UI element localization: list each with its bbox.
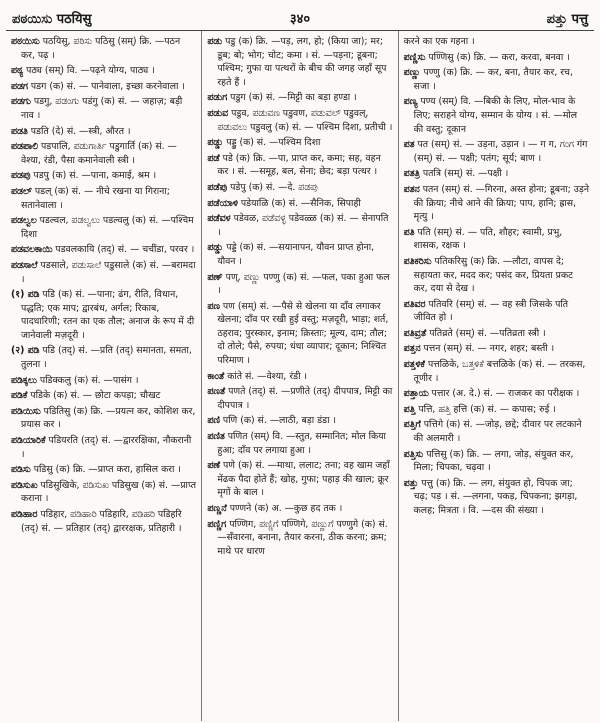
entry-definition: पठ्य (सम्) वि. —पढ़ने योग्य, पाठ्य । xyxy=(26,65,155,77)
entry-headword: ಪಠ್ಯ xyxy=(11,65,24,77)
dictionary-entry xyxy=(11,344,196,371)
entry-definition: पणे (क) सं. —माथा, ललाट; तना; वह खाम जहाँ मेंढक पैदा होते हैं; खोह, गुफा; पहाड़ की खाल; क्रूर मृगों के बाल । xyxy=(217,460,390,499)
entry-headword: ಪಡಲ್ವಲ xyxy=(11,215,37,227)
entry-definition: पत (सम्) सं. — उड़ना, उड़ान । — ग ग, ಗಂಗ गंग (सम्) सं. — पक्षी; पतंग; सूर्य; बाण । xyxy=(413,139,588,164)
entry-headword: ಪತ್ತಿ xyxy=(403,403,416,415)
dictionary-entry xyxy=(404,342,589,356)
entry-definition: पण्णु (क) क्रि. — कर, बना, तैयार कर, रच, सजा । xyxy=(413,67,573,92)
entry-definition: पडेपु (क) सं. —दे. ಪಡಪು xyxy=(230,181,318,193)
entry-definition: पतत्रि (सम्) सं. —पक्षी । xyxy=(422,168,509,180)
dictionary-entry xyxy=(11,95,196,122)
entry-headword: ಪಡತಿ xyxy=(11,125,28,137)
entry-definition: पडपु (क) सं. —पाना, कमाई, श्रम । xyxy=(33,170,157,182)
entry-headword: ಪಡಿಹಾರ xyxy=(11,509,38,520)
entry-headword: ಪಡೆ xyxy=(207,152,220,164)
dictionary-entry xyxy=(207,181,392,195)
entry-headword: ಪಣಿತ xyxy=(207,431,225,443)
dictionary-entry xyxy=(11,389,196,403)
dictionary-entry xyxy=(404,226,589,253)
entry-headword: ಪತ xyxy=(403,139,415,151)
entry-definition: पडति (दे) सं. —स्त्री, औरत । xyxy=(30,125,131,137)
entry-headword: ಪಡೆಯಾಳಿ xyxy=(207,197,238,209)
entry-definition: पत्ति, ಹತ್ತಿ हत्ति (क) सं. — कपास; रुई । xyxy=(418,403,556,415)
entry-headword: ಪಡಿಸುಖ xyxy=(11,479,38,491)
entry-headword: ಪತ್ತಾಯ xyxy=(403,388,429,400)
entry-definition: पण्य (सम्) वि. —बिकी के लिए, मोल-भाव के लिए; सराहने योग्य, सम्मान के योग्य । सं. —मोल की वस्तु; दूकान xyxy=(413,96,578,135)
entry-headword: ಪತಿವರ xyxy=(403,298,426,310)
dictionary-entry xyxy=(207,271,392,298)
entry-headword: ಪಡ್ಡು xyxy=(207,137,224,149)
entry-headword: ಪಡಲ್ xyxy=(11,185,32,197)
dictionary-entry xyxy=(11,80,196,94)
entry-definition: पडवलकायि (तद्) सं. — चचींडा, परवर । xyxy=(55,244,195,256)
entry-definition: पडितिसु (क) क्रि. —प्रयत्न कर, कोशिश कर, प्रयास कर । xyxy=(21,405,196,431)
entry-definition: करने का एक गहना । xyxy=(403,36,475,47)
columns xyxy=(6,31,594,721)
entry-definition: पणित (सम्) वि. —स्तुत, सम्मानित; मोल किया हुआ; दाँव पर लगाया हुआ । xyxy=(217,431,386,456)
dictionary-entry xyxy=(404,51,589,65)
dictionary-entry xyxy=(11,214,196,241)
entry-headword: ಪಡಗು xyxy=(11,96,31,108)
entry-headword: ಪಣ್ಣಿಗ xyxy=(207,518,227,530)
entry-headword: ಪಡಿಕ್ಕಲು xyxy=(11,374,37,386)
dictionary-entry xyxy=(404,477,589,518)
entry-headword: ಪಣ xyxy=(207,300,220,312)
dictionary-entry xyxy=(404,95,589,136)
entry-definition: पडिहार, ಪಡಿಹಾರಿ पडिहारि, ಪಡಿಹರಿ पडिहरि (तद्) सं. — प्रतिहार (तद्) द्वाररक्षक, प्रतिहारी । xyxy=(21,509,182,534)
entry-headword: ಪತತ್ರಿ xyxy=(403,168,420,180)
entry-headword: ಪಣತೆ xyxy=(207,386,226,398)
dictionary-entry xyxy=(207,91,392,105)
entry-headword: (१) ಪಡಿ xyxy=(11,289,40,301)
entry-headword: ಪತಿವ್ರತೆ xyxy=(403,327,427,339)
dictionary-entry xyxy=(207,459,392,500)
dictionary-entry xyxy=(404,138,589,165)
entry-headword: ಪಣ್ಣನೆ xyxy=(207,503,227,514)
dictionary-entry xyxy=(207,107,392,134)
dictionary-entry xyxy=(404,387,589,401)
entry-definition: पण्णिग, ಪಣ್ಣಿಗೆ पण्णिगे, ಪಣ್ಣುಗೆ पण्णुगे (क) सं. —सँवारना, बनाना, तैयार करना, ठीक करना; क्रम; माथे पर धारण xyxy=(217,518,388,557)
entry-definition: पठयिसु, ಪಠಿಸು पठिसु (सम्) क्रि. —पठन कर, पढ़ । xyxy=(21,36,181,61)
entry-headword: ಪತ್ತನ xyxy=(403,343,421,355)
dictionary-entry xyxy=(11,140,196,167)
dictionary-entry xyxy=(11,374,196,388)
dictionary-entry xyxy=(11,508,196,535)
entry-definition: पडेयाळि (क) सं. —सैनिक, सिपाही xyxy=(240,197,361,209)
entry-definition: पण (सम्) सं. —पैसे से खेलना या दाँव लगाकर खेलना; दाँव पर रखी हुई वस्तु; मज़दूरी, भाड़ा; शर्त, ठहराव; पुरस्कार, इनाम; क़िस्ताः; मूल्य, दाम; तौल; दो तोले; पैसे, रुपया; धंधा व्यापार; दूकान; निश्चित परिमाण । xyxy=(217,300,389,367)
dictionary-entry xyxy=(11,185,196,212)
entry-headword: ಪಡಿಸು xyxy=(11,464,31,476)
entry-definition: पडसाले, ಪಡುಸಾಲೆ पडुसाले (क) सं. —बरामदा । xyxy=(21,259,196,285)
dictionary-entry xyxy=(207,212,392,239)
dictionary-entry xyxy=(11,463,196,477)
entry-headword: ಪತ್ತಿಗೆ xyxy=(403,419,421,431)
entry-definition: पडपालि, ಪಡುಗಾರ್ತಿ पडुगार्ति (क) सं. —वेश्या, रंडी, पैसा कमानेवाली स्त्री । xyxy=(21,141,177,166)
entry-definition: पत्तळिके, ಬತ್ತಳಿಕೆ बत्तळिके (क) सं. — तरकस, तूणीर । xyxy=(413,359,586,384)
entry-headword: ಪಠಯಿಸು xyxy=(11,36,40,47)
dictionary-entry xyxy=(11,434,196,461)
dictionary-entry xyxy=(404,35,589,49)
dictionary-entry xyxy=(404,327,589,341)
entry-headword: ಪತ್ತು xyxy=(403,477,419,489)
entry-definition: पडु (क) क्रि. —पड़, लग, हो; (किया जा); मर; डूब; बो; भोग; चोट; कमा । सं. —पड़ना; डूबना; पश्चिम; गुफा या पत्थरों के बीच की जगह जहाँ सूप रहते हैं । xyxy=(217,36,387,88)
entry-definition: पत्तिसु (क) क्रि. — लगा, जोड़, संयुक्त कर, मिला; चिपका, चढ़वा । xyxy=(413,448,574,474)
entry-headword: ಪಣ್ಣು xyxy=(403,67,421,79)
entry-definition: पडुव, ಪಡುವಣ पडुवण, ಪಡುವಲ್ पडुवल्, ಪಡುವಲು पडुवलु (क) सं. — पश्चिम दिशा, प्रतीची । xyxy=(217,107,393,133)
entry-headword: ಕಾಂತೆ xyxy=(207,370,225,382)
dictionary-entry xyxy=(207,241,392,268)
entry-definition: कांते सं. —वेश्या, रंडी । xyxy=(227,370,307,382)
entry-headword: ಪಣೆ xyxy=(207,460,221,472)
entry-headword: (२) ಪಡಿ xyxy=(11,345,40,357)
dictionary-entry xyxy=(207,300,392,368)
dictionary-entry xyxy=(207,430,392,457)
entry-headword: ಪಡುಗ xyxy=(207,92,228,104)
entry-definition: पडग (क) सं. — पानेवाला, इच्छा करनेवाला । xyxy=(30,80,185,92)
dictionary-entry xyxy=(11,288,196,342)
dictionary-entry xyxy=(11,243,196,257)
entry-headword: ಪತ್ತಳಿಕೆ xyxy=(403,359,425,371)
entry-headword: ಪತ್ತಿಸು xyxy=(403,448,424,460)
right-guide-word: ಪತ್ತು पत्तु xyxy=(546,12,588,27)
page-header xyxy=(6,6,594,31)
entry-definition: पति (सम्) सं. — पति, शौहर; स्वामी, प्रभु, शासक, रक्षक । xyxy=(413,226,563,252)
entry-definition: पडे (क) क्रि. —पा, प्राप्त कर, कमा; सह, वहन कर । सं. —समूह, बल, सेना; छेद; बड़ा पत्थर । xyxy=(217,152,381,178)
entry-definition: पडुग (क) सं. —मिट्टी का बड़ा हण्डा । xyxy=(230,92,357,104)
entry-headword: ಪಡಿಯಿಸು xyxy=(11,405,41,417)
column-3 xyxy=(398,31,594,721)
dictionary-entry xyxy=(207,152,392,179)
entry-headword: ಪಣ್ಯ xyxy=(403,96,418,108)
entry-headword: ಪಡಪು xyxy=(11,170,31,182)
dictionary-entry xyxy=(404,403,589,417)
entry-headword: ಪಡ್ಡು xyxy=(207,242,224,254)
left-guide-word: ಪಠಯಿಸು पठयिसु xyxy=(12,12,92,27)
column-2 xyxy=(201,31,397,721)
dictionary-entry xyxy=(207,197,392,211)
entry-headword: ಪಡಿಯಾರಿಕೆ xyxy=(11,435,46,447)
dictionary-entry xyxy=(11,64,196,78)
entry-definition: पडिसु (क) क्रि. —प्राप्त करा, हासिल करा । xyxy=(33,464,181,476)
dictionary-entry xyxy=(11,35,196,62)
dictionary-entry xyxy=(404,183,589,224)
entry-definition: पडेवळ, ಪಡೆವಳ್ಳ पडेवळ्ळ (क) सं. — सेनापति । xyxy=(217,213,389,238)
dictionary-entry xyxy=(11,169,196,183)
entry-headword: ಪತನ xyxy=(403,183,420,195)
dictionary-entry xyxy=(207,414,392,428)
dictionary-entry xyxy=(207,35,392,89)
dictionary-entry xyxy=(11,125,196,139)
entry-headword: ಪತಿಕರಿಸು xyxy=(403,255,432,267)
entry-definition: पड्डु (क) सं. —पश्चिम दिशा xyxy=(226,137,321,149)
entry-definition: पडिक्कलु (क) सं. —पासंग । xyxy=(39,374,139,386)
dictionary-entry xyxy=(404,66,589,93)
dictionary-entry xyxy=(404,358,589,385)
entry-definition: पतिवरि (सम्) सं. — वह स्त्री जिसके पति जीवित हो । xyxy=(413,298,569,324)
dictionary-entry xyxy=(207,370,392,384)
dictionary-entry xyxy=(207,518,392,559)
entry-headword: ಪಣಿ xyxy=(207,415,220,427)
entry-headword: ಪಡಪಾಲಿ xyxy=(11,141,39,153)
entry-headword: ಪಣ್ಣಿಸು xyxy=(403,51,426,63)
entry-definition: पत्तार (अ. दे.) सं. — राजकर का परीक्षक । xyxy=(431,388,580,400)
entry-definition: पतिकरिसु (क) क्रि. —लौटा, वापस दे; सहायता कर, मदद कर; पसंद कर, प्रियता प्रकट कर, दया से देख । xyxy=(413,255,573,295)
entry-definition: पडल् (क) सं. — नीचे रखना या गिराना; सतानेवाला । xyxy=(21,185,170,211)
entry-headword: ಪಡಸಾಲೆ xyxy=(11,259,38,271)
entry-definition: पणते (तद्) सं. —प्रणीते (तद्) दीपपात्र, मिट्टी का दीपपात्र । xyxy=(217,386,393,411)
entry-definition: पत्तु (क) क्रि. — लग, संयुक्त हो, चिपक जा; चढ़; पड़ । सं. —लगना, पकड़, चिपकना; झगड़ा, कलह; मित्रता । वि. —दस की संख्या । xyxy=(413,477,578,516)
dictionary-entry xyxy=(11,479,196,506)
entry-headword: ಪಡೆವಳ xyxy=(207,213,231,225)
entry-definition: पडियरति (तद्) सं. —द्वाररक्षिका, नौकरानी । xyxy=(21,435,192,460)
dictionary-entry xyxy=(404,167,589,181)
entry-definition: पडि (तद्) सं. —प्रति (तद्) समानता, समता, तुलना । xyxy=(21,345,192,371)
entry-definition: पडल्वल, ಪಡಲ್ವಲು पडल्वलु (क) सं. —पश्चिम दिशा xyxy=(21,215,194,240)
entry-headword: ಪಡೆಪು xyxy=(207,181,228,193)
entry-definition: पडिसुखिके, ಪಡಿಸುಖ पडिसुख (क) सं. —प्राप्त कराना । xyxy=(21,479,197,505)
entry-headword: ಪಡಗ xyxy=(11,80,28,92)
dictionary-entry xyxy=(207,385,392,412)
entry-headword: ಪಣ್ xyxy=(207,271,223,283)
entry-headword: ಪಡು xyxy=(207,36,223,47)
entry-headword: ಪಡವಲಕಾಯಿ xyxy=(11,244,53,256)
entry-definition: पण्णने (क) अ. —कुछ हद तक । xyxy=(229,503,343,514)
dictionary-entry xyxy=(11,259,196,286)
entry-headword: ಪಡಿಕೆ xyxy=(11,390,28,402)
entry-definition: पडि (क) सं. —पाना; ढंग, रीति, विधान, पद्धति; एक माप; द्वारबंध, अर्गल; रिकाब, पादधारिणी; रतन का एक तौल; अनाज के रूप में दी जानेवाली मज़दूरी । xyxy=(21,289,195,341)
dictionary-entry xyxy=(207,136,392,150)
entry-definition: पत्तिगे (क) सं. —जोड़, छद्दे; दीवार पर लटकाने की अलमारी । xyxy=(413,419,582,445)
entry-definition: पतिव्रते (सम्) सं. —पतिव्रता स्त्री । xyxy=(429,327,546,339)
entry-definition: पण्, ಪಣ್ಣು पण्णु (क) सं. —फल, पका हुआ फल । xyxy=(217,271,390,297)
dictionary-entry xyxy=(207,502,392,516)
entry-definition: पड्डे (क) सं. —सयानापन, यौवन प्राप्त होना, यौवन । xyxy=(217,242,375,267)
entry-definition: पडगु, ಪಡಂಗು पडंगु (क) सं. — जहाज़; बड़ी नाव । xyxy=(21,96,183,121)
entry-definition: पत्तन (सम्) सं. — नगर, शहर; बस्ती । xyxy=(423,343,555,355)
dictionary-entry xyxy=(404,418,589,445)
entry-definition: पतन (सम्) सं. —गिरना, अस्त होना; डूबना; उड़ने की क्रिया; नीचे आने की क्रिया; पाप, हानि; ह्रास, मृत्यु । xyxy=(413,183,589,223)
dictionary-entry xyxy=(404,448,589,475)
entry-definition: पण्णिसु (क) क्रि. — करा, करवा, बनवा । xyxy=(428,51,570,63)
column-1 xyxy=(6,31,201,721)
dictionary-entry xyxy=(11,405,196,432)
entry-definition: पणि (क) सं. —लाठी, बड़ा डंडा । xyxy=(222,415,336,427)
entry-definition: पडिके (क) सं. — छोटा कपड़ा; चौखट xyxy=(30,390,161,402)
dictionary-entry xyxy=(404,255,589,296)
entry-headword: ಪಡುವ xyxy=(207,107,229,119)
dictionary-entry xyxy=(404,298,589,325)
entry-headword: ಪತಿ xyxy=(403,226,415,238)
page-number: ३४० xyxy=(289,12,311,27)
